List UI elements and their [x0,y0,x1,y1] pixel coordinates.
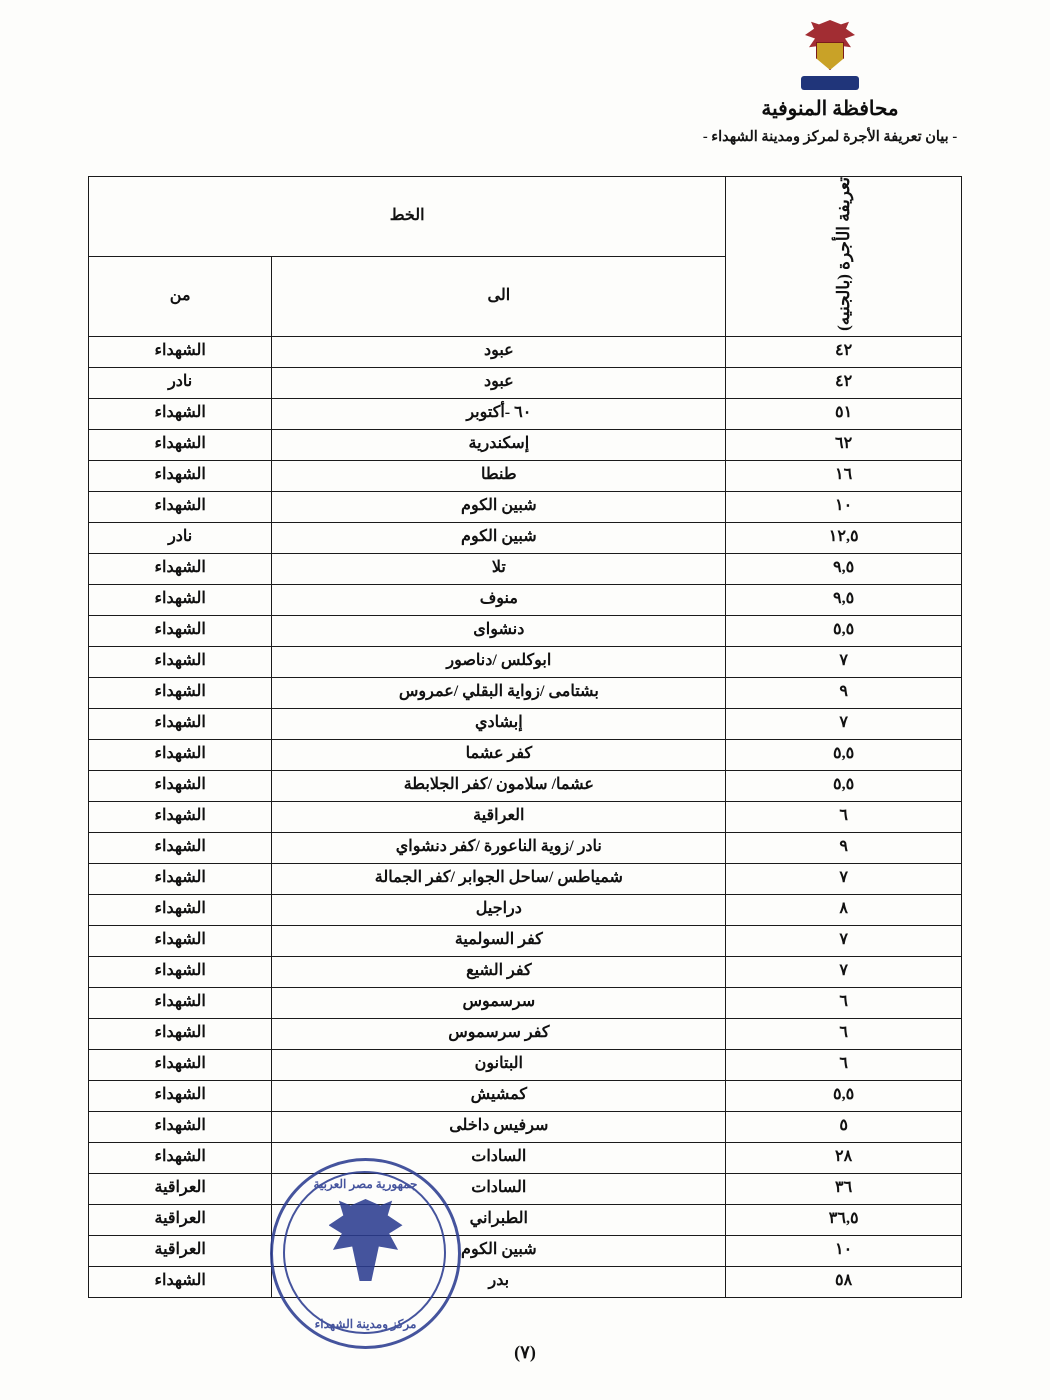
cell-destination: بشتامى /زواية البقلي /عمروس [272,677,726,708]
cell-origin: الشهداء [89,491,272,522]
cell-destination: شبين الكوم [272,1235,726,1266]
table-row [89,553,962,584]
cell-fare: ٧ [726,708,962,739]
cell-origin: الشهداء [89,1080,272,1111]
cell-fare: ٧ [726,863,962,894]
table-row [89,336,962,367]
table-row [89,801,962,832]
table-row [89,925,962,956]
cell-destination: إبشادي [272,708,726,739]
cell-origin: الشهداء [89,615,272,646]
cell-origin: الشهداء [89,832,272,863]
cell-fare: ٤٢ [726,336,962,367]
cell-fare: ٧ [726,925,962,956]
governorate-title: محافظة المنوفية [761,98,899,120]
cell-destination: إسكندرية [272,429,726,460]
cell-destination: شمياطس /ساحل الجوابر /كفر الجمالة [272,863,726,894]
cell-origin: الشهداء [89,925,272,956]
cell-origin: الشهداء [89,398,272,429]
cell-fare: ٩,٥ [726,584,962,615]
table-row [89,1111,962,1142]
table-row [89,770,962,801]
table-row [89,987,962,1018]
cell-destination: العراقية [272,801,726,832]
egypt-eagle-crest-icon [797,18,863,90]
cell-destination: الطبراني [272,1204,726,1235]
cell-destination: شبين الكوم [272,522,726,553]
cell-fare: ٩ [726,832,962,863]
column-header-to: الى [272,256,726,336]
table-row [89,367,962,398]
table-row [89,1142,962,1173]
cell-destination: كفر الشيع [272,956,726,987]
cell-fare: ١٦ [726,460,962,491]
cell-fare: ٦ [726,801,962,832]
cell-origin: الشهداء [89,863,272,894]
cell-destination: منوف [272,584,726,615]
cell-fare: ٦ [726,987,962,1018]
stamp-arc-top-text: جمهورية مصر العربية [313,1177,418,1191]
column-header-fare [726,177,962,337]
table-row [89,1018,962,1049]
cell-destination: ابوكلس /دناصور [272,646,726,677]
cell-origin: الشهداء [89,739,272,770]
table-row [89,832,962,863]
table-row [89,460,962,491]
cell-fare: ٩,٥ [726,553,962,584]
cell-fare: ١٠ [726,1235,962,1266]
cell-origin: الشهداء [89,553,272,584]
cell-origin: الشهداء [89,1111,272,1142]
cell-origin: الشهداء [89,956,272,987]
column-header-from: من [89,256,272,336]
cell-origin: الشهداء [89,429,272,460]
cell-fare: ٧ [726,646,962,677]
cell-origin: الشهداء [89,1049,272,1080]
table-row [89,522,962,553]
table-row [89,429,962,460]
cell-fare: ٣٦ [726,1173,962,1204]
table-row [89,708,962,739]
cell-fare: ٥,٥ [726,739,962,770]
cell-fare: ٧ [726,956,962,987]
table-row [89,615,962,646]
cell-fare: ٥٨ [726,1266,962,1297]
fare-table [88,176,962,1298]
table-row [89,1173,962,1204]
cell-origin: الشهداء [89,801,272,832]
cell-fare: ٥,٥ [726,615,962,646]
cell-origin: الشهداء [89,1142,272,1173]
cell-fare: ١٢,٥ [726,522,962,553]
table-row [89,739,962,770]
cell-destination: دنشواى [272,615,726,646]
cell-origin: الشهداء [89,1266,272,1297]
cell-destination: بدر [272,1266,726,1297]
cell-origin: نادر [89,522,272,553]
cell-fare: ٥,٥ [726,770,962,801]
cell-origin: الشهداء [89,708,272,739]
stamp-arc-bottom-text: مركز ومدينة الشهداء [314,1317,417,1331]
page-number: (٧) [514,1342,536,1362]
cell-destination: السادات [272,1173,726,1204]
cell-fare: ٣٦,٥ [726,1204,962,1235]
table-row [89,584,962,615]
table-row [89,677,962,708]
column-header-line-group: الخط [89,177,726,257]
table-row [89,491,962,522]
cell-destination: كفر عشما [272,739,726,770]
cell-fare: ٢٨ [726,1142,962,1173]
cell-fare: ٥ [726,1111,962,1142]
cell-destination: شبين الكوم [272,491,726,522]
table-row [89,1049,962,1080]
table-row [89,398,962,429]
cell-origin: الشهداء [89,987,272,1018]
cell-destination: عبود [272,336,726,367]
cell-destination: دراجيل [272,894,726,925]
cell-destination: ٦٠ -أكتوبر [272,398,726,429]
cell-destination: عبود [272,367,726,398]
cell-destination: عشما/ سلامون /كفر الجلابطة [272,770,726,801]
cell-destination: سرفيس داخلى [272,1111,726,1142]
cell-origin: العراقية [89,1173,272,1204]
document-header [650,18,1010,146]
cell-destination: طنطا [272,460,726,491]
cell-origin: الشهداء [89,336,272,367]
cell-origin: الشهداء [89,894,272,925]
cell-fare: ٤٢ [726,367,962,398]
table-header-row-group [89,177,962,257]
table-body [89,336,962,1297]
cell-fare: ٦ [726,1018,962,1049]
cell-origin: الشهداء [89,770,272,801]
official-round-stamp-icon [270,1158,461,1349]
table-row [89,1266,962,1297]
cell-destination: السادات [272,1142,726,1173]
cell-origin: العراقية [89,1204,272,1235]
table-row [89,646,962,677]
fare-table-container [88,176,962,1298]
table-row [89,863,962,894]
cell-fare: ٦٢ [726,429,962,460]
cell-destination: كمشيش [272,1080,726,1111]
cell-fare: ٨ [726,894,962,925]
document-subtitle: - بيان تعريفة الأجرة لمركز ومدينة الشهداء - [702,129,958,145]
cell-destination: كفر سرسموس [272,1018,726,1049]
cell-origin: الشهداء [89,584,272,615]
table-row [89,894,962,925]
table-row [89,1204,962,1235]
cell-fare: ٥,٥ [726,1080,962,1111]
cell-origin: العراقية [89,1235,272,1266]
cell-origin: الشهداء [89,646,272,677]
cell-destination: تلا [272,553,726,584]
cell-destination: البتانون [272,1049,726,1080]
table-row [89,956,962,987]
column-header-fare-label: تعريفة الأجرة (بالجنيه) [834,177,854,331]
cell-fare: ٩ [726,677,962,708]
cell-destination: سرسموس [272,987,726,1018]
table-row [89,1235,962,1266]
cell-fare: ٥١ [726,398,962,429]
table-row [89,1080,962,1111]
cell-fare: ٦ [726,1049,962,1080]
cell-destination: كفر السولمية [272,925,726,956]
cell-fare: ١٠ [726,491,962,522]
table-head [89,177,962,337]
cell-origin: الشهداء [89,1018,272,1049]
cell-origin: نادر [89,367,272,398]
cell-destination: نادر /زوية الناعورة /كفر دنشواي [272,832,726,863]
cell-origin: الشهداء [89,677,272,708]
cell-origin: الشهداء [89,460,272,491]
